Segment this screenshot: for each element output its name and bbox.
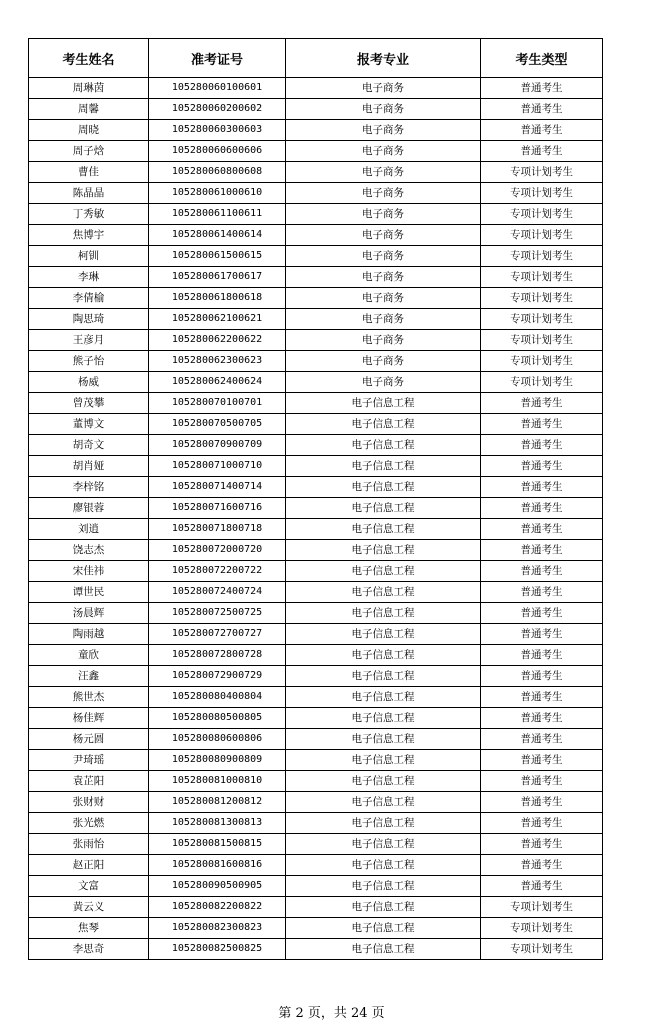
cell-name: 廖银蓉 — [29, 498, 149, 519]
cell-type: 普通考生 — [481, 603, 603, 624]
cell-exam-id: 105280072800728 — [149, 645, 286, 666]
cell-name: 汤晨辉 — [29, 603, 149, 624]
table-row — [29, 582, 603, 603]
cell-major: 电子商务 — [286, 351, 481, 372]
cell-exam-id: 105280080600806 — [149, 729, 286, 750]
cell-name: 焦博宇 — [29, 225, 149, 246]
cell-type: 普通考生 — [481, 771, 603, 792]
cell-name: 饶志杰 — [29, 540, 149, 561]
cell-major: 电子信息工程 — [286, 771, 481, 792]
cell-exam-id: 105280080400804 — [149, 687, 286, 708]
cell-major: 电子信息工程 — [286, 519, 481, 540]
cell-exam-id: 105280071400714 — [149, 477, 286, 498]
cell-name: 尹琦瑶 — [29, 750, 149, 771]
cell-type: 专项计划考生 — [481, 288, 603, 309]
candidate-table — [28, 38, 603, 960]
table-row — [29, 708, 603, 729]
table-row — [29, 540, 603, 561]
cell-exam-id: 105280060300603 — [149, 120, 286, 141]
cell-exam-id: 105280081600816 — [149, 855, 286, 876]
table-row — [29, 267, 603, 288]
cell-name: 赵正阳 — [29, 855, 149, 876]
table-header-row — [29, 39, 603, 78]
table-row — [29, 393, 603, 414]
cell-major: 电子信息工程 — [286, 603, 481, 624]
cell-name: 胡肖娅 — [29, 456, 149, 477]
cell-name: 杨元圆 — [29, 729, 149, 750]
cell-major: 电子信息工程 — [286, 750, 481, 771]
table-row — [29, 372, 603, 393]
cell-major: 电子商务 — [286, 78, 481, 99]
cell-name: 张财财 — [29, 792, 149, 813]
cell-exam-id: 105280071000710 — [149, 456, 286, 477]
cell-type: 普通考生 — [481, 561, 603, 582]
cell-type: 普通考生 — [481, 393, 603, 414]
table-row — [29, 351, 603, 372]
cell-type: 专项计划考生 — [481, 267, 603, 288]
cell-exam-id: 105280081300813 — [149, 813, 286, 834]
cell-type: 普通考生 — [481, 519, 603, 540]
cell-type: 普通考生 — [481, 855, 603, 876]
cell-name: 周子焓 — [29, 141, 149, 162]
table-row — [29, 792, 603, 813]
cell-major: 电子信息工程 — [286, 624, 481, 645]
table-row — [29, 120, 603, 141]
cell-exam-id: 105280061400614 — [149, 225, 286, 246]
cell-major: 电子信息工程 — [286, 729, 481, 750]
cell-exam-id: 105280062200622 — [149, 330, 286, 351]
table-row — [29, 750, 603, 771]
cell-type: 普通考生 — [481, 645, 603, 666]
cell-major: 电子信息工程 — [286, 540, 481, 561]
cell-type: 普通考生 — [481, 141, 603, 162]
cell-type: 普通考生 — [481, 666, 603, 687]
cell-type: 专项计划考生 — [481, 309, 603, 330]
cell-major: 电子信息工程 — [286, 792, 481, 813]
table-row — [29, 729, 603, 750]
table-row — [29, 939, 603, 960]
cell-major: 电子信息工程 — [286, 834, 481, 855]
table-row — [29, 183, 603, 204]
table-row — [29, 414, 603, 435]
cell-type: 普通考生 — [481, 78, 603, 99]
table-row — [29, 876, 603, 897]
cell-type: 普通考生 — [481, 708, 603, 729]
page-indicator: 第 2 页，共 24 页 — [278, 1006, 385, 1021]
cell-major: 电子信息工程 — [286, 687, 481, 708]
cell-name: 熊子怡 — [29, 351, 149, 372]
cell-exam-id: 105280071600716 — [149, 498, 286, 519]
cell-type: 专项计划考生 — [481, 162, 603, 183]
cell-exam-id: 105280082300823 — [149, 918, 286, 939]
table-row — [29, 771, 603, 792]
table-row — [29, 162, 603, 183]
cell-name: 张光燃 — [29, 813, 149, 834]
table-row — [29, 855, 603, 876]
cell-major: 电子信息工程 — [286, 876, 481, 897]
cell-type: 普通考生 — [481, 99, 603, 120]
cell-exam-id: 105280072500725 — [149, 603, 286, 624]
cell-exam-id: 105280060800608 — [149, 162, 286, 183]
cell-name: 谭世民 — [29, 582, 149, 603]
table-row — [29, 78, 603, 99]
cell-name: 丁秀敏 — [29, 204, 149, 225]
cell-type: 专项计划考生 — [481, 330, 603, 351]
table-row — [29, 309, 603, 330]
cell-major: 电子信息工程 — [286, 477, 481, 498]
cell-exam-id: 105280081200812 — [149, 792, 286, 813]
cell-major: 电子信息工程 — [286, 813, 481, 834]
cell-major: 电子商务 — [286, 120, 481, 141]
cell-name: 陶雨越 — [29, 624, 149, 645]
cell-major: 电子信息工程 — [286, 666, 481, 687]
cell-major: 电子信息工程 — [286, 918, 481, 939]
cell-type: 普通考生 — [481, 792, 603, 813]
cell-type: 专项计划考生 — [481, 246, 603, 267]
table-row — [29, 435, 603, 456]
table-row — [29, 561, 603, 582]
table-row — [29, 918, 603, 939]
table-row — [29, 603, 603, 624]
cell-exam-id: 105280072200722 — [149, 561, 286, 582]
table-row — [29, 99, 603, 120]
table-row — [29, 204, 603, 225]
table-row — [29, 687, 603, 708]
table-row — [29, 225, 603, 246]
cell-name: 熊世杰 — [29, 687, 149, 708]
cell-exam-id: 105280072900729 — [149, 666, 286, 687]
cell-name: 杨威 — [29, 372, 149, 393]
cell-exam-id: 105280070100701 — [149, 393, 286, 414]
cell-exam-id: 105280090500905 — [149, 876, 286, 897]
table-row — [29, 246, 603, 267]
cell-exam-id: 105280080500805 — [149, 708, 286, 729]
cell-exam-id: 105280070900709 — [149, 435, 286, 456]
cell-name: 曹佳 — [29, 162, 149, 183]
cell-name: 胡奇文 — [29, 435, 149, 456]
cell-exam-id: 105280082500825 — [149, 939, 286, 960]
cell-name: 杨佳辉 — [29, 708, 149, 729]
cell-type: 普通考生 — [481, 687, 603, 708]
cell-major: 电子信息工程 — [286, 855, 481, 876]
header-major: 报考专业 — [286, 39, 481, 78]
table-row — [29, 813, 603, 834]
cell-exam-id: 105280072000720 — [149, 540, 286, 561]
cell-major: 电子信息工程 — [286, 414, 481, 435]
cell-name: 李倩榆 — [29, 288, 149, 309]
cell-exam-id: 105280061100611 — [149, 204, 286, 225]
cell-type: 普通考生 — [481, 540, 603, 561]
table-row — [29, 498, 603, 519]
cell-major: 电子商务 — [286, 267, 481, 288]
cell-major: 电子信息工程 — [286, 498, 481, 519]
cell-major: 电子信息工程 — [286, 708, 481, 729]
cell-major: 电子商务 — [286, 141, 481, 162]
header-exam-id: 准考证号 — [149, 39, 286, 78]
cell-name: 曾茂攀 — [29, 393, 149, 414]
cell-major: 电子信息工程 — [286, 897, 481, 918]
cell-exam-id: 105280061000610 — [149, 183, 286, 204]
cell-type: 专项计划考生 — [481, 225, 603, 246]
cell-type: 普通考生 — [481, 477, 603, 498]
cell-name: 焦琴 — [29, 918, 149, 939]
cell-exam-id: 105280060600606 — [149, 141, 286, 162]
cell-exam-id: 105280081000810 — [149, 771, 286, 792]
cell-major: 电子商务 — [286, 183, 481, 204]
cell-type: 专项计划考生 — [481, 204, 603, 225]
cell-name: 王彦月 — [29, 330, 149, 351]
table-row — [29, 519, 603, 540]
cell-type: 普通考生 — [481, 435, 603, 456]
cell-major: 电子商务 — [286, 246, 481, 267]
table-row — [29, 477, 603, 498]
cell-name: 李梓铭 — [29, 477, 149, 498]
cell-name: 陶思琦 — [29, 309, 149, 330]
cell-type: 普通考生 — [481, 582, 603, 603]
cell-major: 电子信息工程 — [286, 645, 481, 666]
cell-type: 普通考生 — [481, 120, 603, 141]
cell-name: 童欣 — [29, 645, 149, 666]
cell-major: 电子商务 — [286, 288, 481, 309]
cell-type: 普通考生 — [481, 750, 603, 771]
cell-type: 普通考生 — [481, 729, 603, 750]
cell-name: 宋佳祎 — [29, 561, 149, 582]
cell-exam-id: 105280060200602 — [149, 99, 286, 120]
cell-name: 汪鑫 — [29, 666, 149, 687]
cell-type: 专项计划考生 — [481, 897, 603, 918]
header-type: 考生类型 — [481, 39, 603, 78]
table-row — [29, 141, 603, 162]
table-row — [29, 624, 603, 645]
header-name: 考生姓名 — [29, 39, 149, 78]
cell-major: 电子商务 — [286, 225, 481, 246]
table-row — [29, 897, 603, 918]
cell-exam-id: 105280081500815 — [149, 834, 286, 855]
cell-exam-id: 105280061700617 — [149, 267, 286, 288]
cell-major: 电子信息工程 — [286, 435, 481, 456]
cell-exam-id: 105280070500705 — [149, 414, 286, 435]
table-row — [29, 645, 603, 666]
cell-type: 普通考生 — [481, 624, 603, 645]
cell-name: 黄云义 — [29, 897, 149, 918]
cell-major: 电子商务 — [286, 99, 481, 120]
table-row — [29, 330, 603, 351]
cell-type: 普通考生 — [481, 498, 603, 519]
cell-exam-id: 105280071800718 — [149, 519, 286, 540]
cell-name: 袁芷阳 — [29, 771, 149, 792]
cell-exam-id: 105280062100621 — [149, 309, 286, 330]
cell-type: 专项计划考生 — [481, 351, 603, 372]
cell-major: 电子商务 — [286, 330, 481, 351]
cell-exam-id: 105280062400624 — [149, 372, 286, 393]
cell-type: 普通考生 — [481, 414, 603, 435]
cell-major: 电子信息工程 — [286, 939, 481, 960]
table-row — [29, 288, 603, 309]
cell-major: 电子信息工程 — [286, 582, 481, 603]
cell-type: 普通考生 — [481, 813, 603, 834]
cell-major: 电子商务 — [286, 204, 481, 225]
table-row — [29, 456, 603, 477]
cell-major: 电子商务 — [286, 309, 481, 330]
cell-major: 电子信息工程 — [286, 393, 481, 414]
cell-type: 普通考生 — [481, 456, 603, 477]
cell-type: 普通考生 — [481, 876, 603, 897]
cell-type: 专项计划考生 — [481, 372, 603, 393]
cell-name: 周琳茵 — [29, 78, 149, 99]
cell-name: 周晓 — [29, 120, 149, 141]
cell-type: 普通考生 — [481, 834, 603, 855]
cell-exam-id: 105280072400724 — [149, 582, 286, 603]
cell-exam-id: 105280062300623 — [149, 351, 286, 372]
cell-name: 文富 — [29, 876, 149, 897]
cell-major: 电子信息工程 — [286, 561, 481, 582]
cell-name: 李思奇 — [29, 939, 149, 960]
cell-name: 柯钏 — [29, 246, 149, 267]
cell-exam-id: 105280061800618 — [149, 288, 286, 309]
table-row — [29, 666, 603, 687]
table-row — [29, 834, 603, 855]
cell-name: 陈晶晶 — [29, 183, 149, 204]
cell-exam-id: 105280061500615 — [149, 246, 286, 267]
cell-name: 张雨怡 — [29, 834, 149, 855]
cell-name: 刘逍 — [29, 519, 149, 540]
cell-exam-id: 105280060100601 — [149, 78, 286, 99]
cell-type: 专项计划考生 — [481, 939, 603, 960]
cell-name: 董博文 — [29, 414, 149, 435]
cell-major: 电子商务 — [286, 162, 481, 183]
cell-name: 周馨 — [29, 99, 149, 120]
cell-major: 电子商务 — [286, 372, 481, 393]
cell-type: 专项计划考生 — [481, 918, 603, 939]
cell-name: 李琳 — [29, 267, 149, 288]
cell-exam-id: 105280072700727 — [149, 624, 286, 645]
cell-type: 专项计划考生 — [481, 183, 603, 204]
cell-major: 电子信息工程 — [286, 456, 481, 477]
cell-exam-id: 105280080900809 — [149, 750, 286, 771]
cell-exam-id: 105280082200822 — [149, 897, 286, 918]
